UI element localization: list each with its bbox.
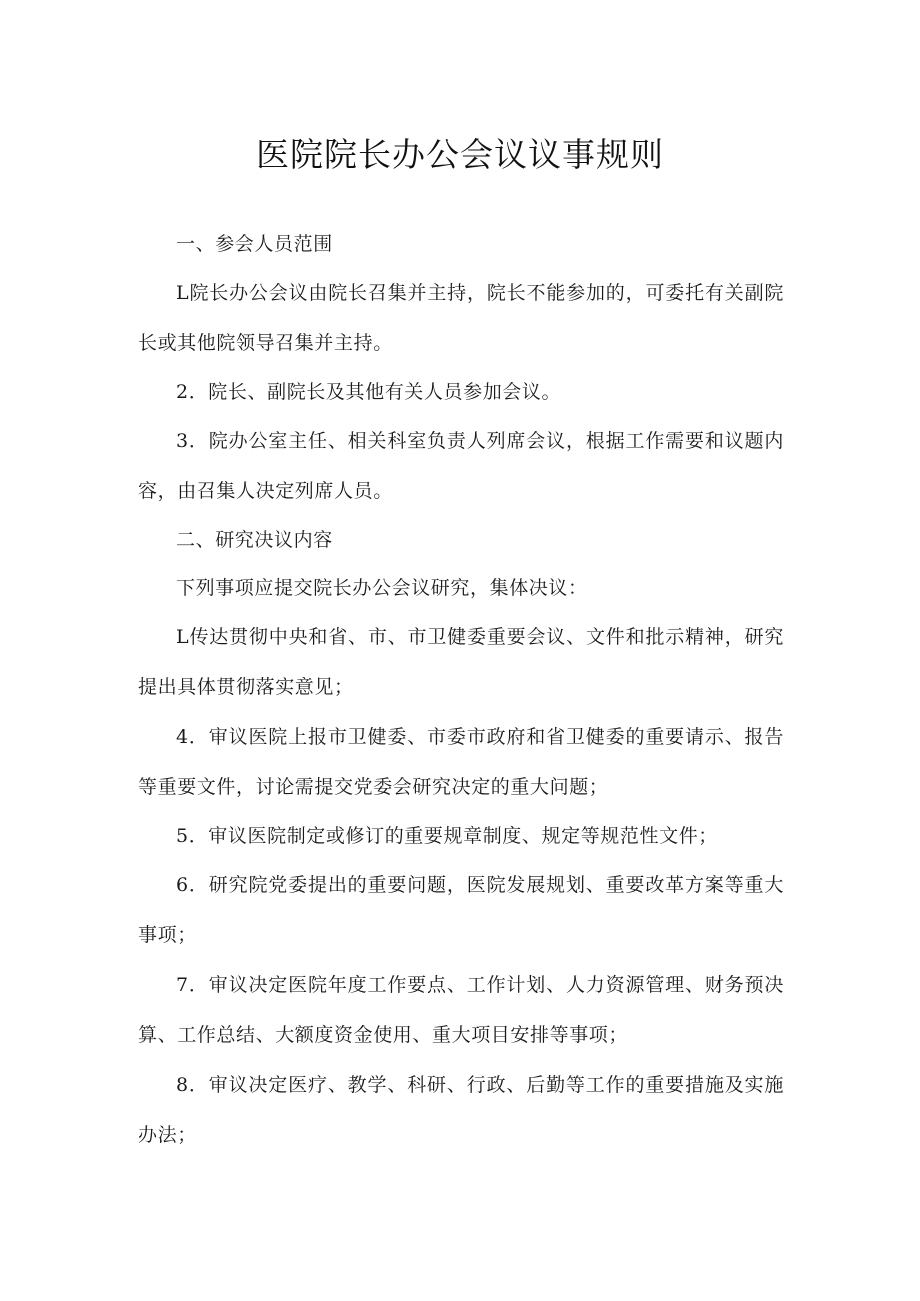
paragraph: 5．审议医院制定或修订的重要规章制度、规定等规范性文件； xyxy=(176,825,718,847)
paragraph: L院长办公会议由院长召集并主持，院长不能参加的，可委托有关副院长或其他院领导召集并主持。 xyxy=(138,282,784,354)
section-heading-participants: 一、参会人员范围 xyxy=(176,233,333,255)
document-body xyxy=(138,220,784,1160)
paragraph: 2．院长、副院长及其他有关人员参加会议。 xyxy=(176,381,562,403)
paragraph: L传达贯彻中央和省、市、市卫健委重要会议、文件和批示精神，研究提出具体贯彻落实意见； xyxy=(138,626,784,698)
paragraph: 4．审议医院上报市卫健委、市委市政府和省卫健委的重要请示、报告等重要文件，讨论需提交党委会研究决定的重大问题； xyxy=(138,726,784,798)
document-title: 医院院长办公会议议事规则 xyxy=(256,135,664,174)
paragraph: 下列事项应提交院长办公会议研究，集体决议： xyxy=(176,577,588,599)
section-heading-resolutions: 二、研究决议内容 xyxy=(176,529,333,551)
paragraph: 8．审议决定医疗、教学、科研、行政、后勤等工作的重要措施及实施办法； xyxy=(138,1074,784,1146)
paragraph: 7．审议决定医院年度工作要点、工作计划、人力资源管理、财务预决算、工作总结、大额度资金使用、重大项目安排等事项； xyxy=(138,974,784,1046)
paragraph: 6．研究院党委提出的重要问题，医院发展规划、重要改革方案等重大事项； xyxy=(138,874,784,946)
paragraph: 3．院办公室主任、相关科室负责人列席会议，根据工作需要和议题内容，由召集人决定列席人员。 xyxy=(138,430,784,502)
